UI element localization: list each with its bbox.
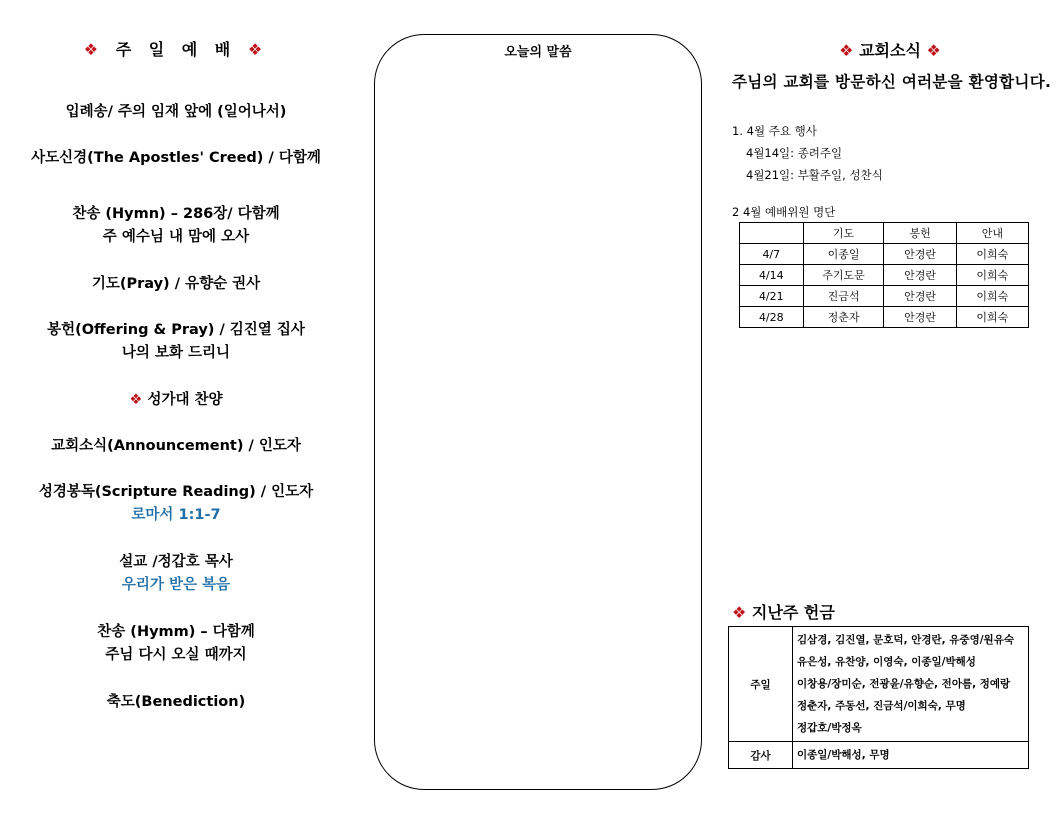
worship-title-text: 주 일 예 배	[115, 40, 237, 59]
worship-title	[0, 37, 352, 60]
pray-cell: 진금석	[803, 286, 884, 307]
worship-item	[0, 203, 352, 273]
worship-item-line: 봉헌(Offering & Pray) / 김진열 집사	[47, 322, 305, 338]
sermon-title: 우리가 받은 복음	[121, 577, 231, 593]
todays-word-box	[374, 34, 702, 790]
duty-heading: 2 4월 예배위원 명단	[732, 205, 836, 219]
table-row	[740, 265, 1029, 286]
guide-cell: 이희숙	[956, 244, 1028, 265]
duty-table	[739, 222, 1029, 328]
offering-name-line: 이종일/박해성, 무명	[797, 749, 890, 761]
offering-category: 감사	[729, 742, 793, 769]
column-header	[740, 223, 804, 244]
welcome-message: 주님의 교회를 방문하신 여러분을 환영합니다.	[732, 73, 1052, 91]
worship-item-line: 입례송/ 주의 임재 앞에 (일어나서)	[65, 104, 287, 120]
event-item: 4월21일: 부활주일, 성찬식	[746, 168, 883, 182]
worship-item-line: 성가대 찬양	[147, 392, 223, 408]
table-row	[740, 286, 1029, 307]
todays-word-title: 오늘의 말씀	[504, 45, 572, 60]
worship-item	[0, 435, 352, 481]
worship-list	[0, 101, 352, 721]
event-item: 4월14일: 종려주일	[746, 146, 843, 160]
date-cell: 4/7	[740, 244, 804, 265]
offer-cell: 안경란	[884, 265, 956, 286]
pray-cell: 정춘자	[803, 307, 884, 328]
guide-cell: 이희숙	[956, 265, 1028, 286]
news-title	[724, 38, 1056, 61]
offering-names	[793, 742, 1029, 769]
offering-table	[728, 626, 1029, 769]
table-row	[729, 627, 1029, 742]
pray-cell: 이종일	[803, 244, 884, 265]
offering-name-line: 유은성, 유찬양, 이영숙, 이종일/박해성	[797, 656, 976, 668]
diamond-ornament-icon: ❖	[926, 41, 941, 60]
offering-name-line: 김삼경, 김진열, 문호덕, 안경란, 유중영/원유숙	[797, 634, 1014, 646]
offering-category: 주일	[729, 627, 793, 742]
worship-item	[0, 481, 352, 551]
worship-item	[0, 551, 352, 621]
guide-cell: 이희숙	[956, 286, 1028, 307]
offering-name-line: 이창용/장미순, 전광윤/유향순, 전아름, 정예랑	[797, 678, 1011, 690]
offering-name-line: 정갑호/박정옥	[797, 722, 862, 734]
worship-item	[0, 147, 352, 203]
todays-word-column	[352, 0, 724, 816]
offering-title-text: 지난주 헌금	[751, 603, 835, 622]
worship-item-line: 찬송 (Hymm) – 다함께	[97, 624, 255, 640]
pray-cell: 주기도문	[803, 265, 884, 286]
column-header: 기도	[803, 223, 884, 244]
diamond-ornament-icon: ❖	[247, 40, 269, 59]
column-header: 봉헌	[884, 223, 956, 244]
scripture-reference: 로마서 1:1-7	[131, 507, 221, 523]
worship-order-column	[0, 0, 352, 816]
offer-cell: 안경란	[884, 244, 956, 265]
worship-item	[0, 691, 352, 721]
offer-cell: 안경란	[884, 307, 956, 328]
worship-item-line: 사도신경(The Apostles' Creed) / 다함께	[31, 150, 321, 166]
worship-item-line: 축도(Benediction)	[106, 694, 246, 710]
worship-item	[0, 319, 352, 389]
worship-item-subline: 나의 보화 드리니	[121, 345, 231, 361]
events-section	[732, 120, 883, 186]
diamond-ornament-icon: ❖	[129, 392, 143, 408]
table-row	[740, 244, 1029, 265]
offering-title	[732, 600, 835, 623]
worship-item	[0, 389, 352, 435]
table-header-row	[740, 223, 1029, 244]
worship-item-line: 성경봉독(Scripture Reading) / 인도자	[38, 484, 314, 500]
table-row	[729, 742, 1029, 769]
date-cell: 4/21	[740, 286, 804, 307]
worship-item-line: 찬송 (Hymn) – 286장/ 다함께	[72, 206, 280, 222]
diamond-ornament-icon: ❖	[839, 41, 854, 60]
worship-item	[0, 621, 352, 691]
worship-item-line: 교회소식(Announcement) / 인도자	[51, 438, 301, 454]
date-cell: 4/14	[740, 265, 804, 286]
worship-item-subline: 주 예수님 내 맘에 오사	[102, 229, 250, 245]
worship-item-line: 기도(Pray) / 유향순 권사	[91, 276, 261, 292]
church-news-column	[724, 0, 1056, 816]
table-row	[740, 307, 1029, 328]
offering-names	[793, 627, 1029, 742]
worship-item-line: 설교 /정갑호 목사	[119, 554, 233, 570]
date-cell: 4/28	[740, 307, 804, 328]
worship-item-subline: 주님 다시 오실 때까지	[105, 647, 247, 663]
worship-item	[0, 273, 352, 319]
events-heading: 1. 4월 주요 행사	[732, 124, 817, 138]
offering-name-line: 정춘자, 주동선, 진금석/이희숙, 무명	[797, 700, 966, 712]
worship-item	[0, 101, 352, 147]
diamond-ornament-icon: ❖	[732, 603, 747, 622]
column-header: 안내	[956, 223, 1028, 244]
news-title-text: 교회소식	[859, 41, 921, 60]
offer-cell: 안경란	[884, 286, 956, 307]
guide-cell: 이희숙	[956, 307, 1028, 328]
diamond-ornament-icon: ❖	[83, 40, 105, 59]
